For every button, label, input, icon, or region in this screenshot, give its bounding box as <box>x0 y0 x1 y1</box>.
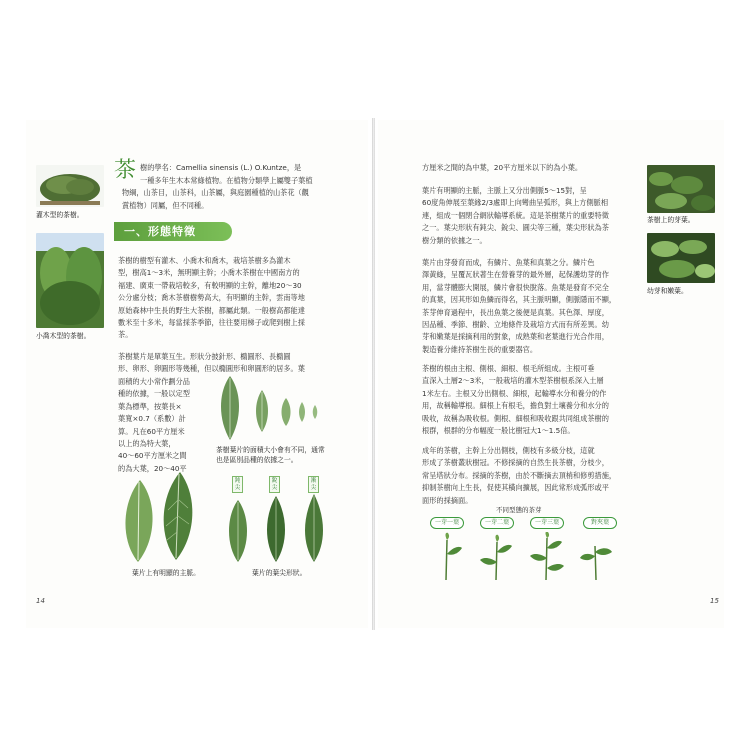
paragraph-leaf-vein <box>422 185 642 247</box>
text-line: 葉寬×0.7（系數）計 <box>118 414 186 424</box>
tag-acuminate-tip: 漸尖 <box>308 476 319 493</box>
text-line: 茶樹葉片是單葉互生。形狀分披針形、橢圓形、長橢圓 <box>118 352 291 361</box>
text-line: 福建、廣東一帶栽培較多，有較明顯的主幹，離地20～30 <box>118 280 302 290</box>
text-line: 製造養分維持茶樹生長的重要器官。 <box>422 344 538 354</box>
text-line: 葉片有明顯的主脈，主脈上又分出側脈5～15對，呈 <box>422 186 587 195</box>
text-line: 形、卵形、卵圓形等幾種，但以橢圓形和卵圓形的居多。葉 <box>118 364 305 374</box>
text-line: 樹分類的依據之一。 <box>422 235 487 245</box>
sprout-4 <box>580 546 612 580</box>
section-heading: 一、形態特徵 <box>114 222 232 241</box>
stage-one-bud-one-leaf: 一芽一葉 <box>430 517 464 529</box>
leaf-size-figure <box>214 372 334 444</box>
stage-one-bud-two-leaves: 一芽二葉 <box>480 517 514 529</box>
text-line: 用，當芽體膨大開展，鱗片會很快脫落。魚葉是發育不完全 <box>422 282 609 292</box>
text-line: 根群，根群的分布幅度一般比樹冠大1～1.5倍。 <box>422 426 575 436</box>
caption-small-tree: 小喬木型的茶樹。 <box>36 332 91 340</box>
text-line: 原始森林中生長的野生大茶樹，都屬此類。一般樹高都能達 <box>118 305 305 315</box>
book-gutter <box>372 118 375 630</box>
text-line: 以上的為特大葉， <box>118 439 176 449</box>
paragraph-buds <box>422 257 642 356</box>
text-line: 之一。葉尖形狀有鈍尖、銳尖、圓尖等三種，葉尖形狀為茶 <box>422 223 609 233</box>
bud-stages-figure <box>430 532 620 582</box>
sprout-3 <box>530 532 564 580</box>
text-line: 因品種、季節、樹齡、立地條件及栽培方式而有所差異。幼 <box>422 320 609 330</box>
intro-line-2: 一種多年生木本常綠植物。在植物分類學上屬雙子葉植 <box>140 175 313 185</box>
sprout-2 <box>480 535 512 580</box>
dropcap: 茶 <box>114 158 137 183</box>
intro-line-3: 物綱，山茶目，山茶科，山茶屬，與庭園種植的山茶花（觀 <box>122 188 309 197</box>
caption-leaf-tip: 葉片的葉尖形狀。 <box>252 569 307 577</box>
text-line: 成年的茶樹，主幹上分出側枝，側枝有多級分枝，這就 <box>422 446 595 455</box>
caption-leaf-size-1: 茶樹葉片的面積大小會有不同，通常 <box>216 446 325 454</box>
intro-line-1: 樹的學名：Camellia sinensis (L.) O.Kuntze，是 <box>140 163 302 172</box>
young-leaf-photo <box>647 233 715 283</box>
text-line: 吸收，故稱為吸收根。側根、細根和吸收跟共同組成茶樹的 <box>422 413 609 423</box>
text-line: 芽和嫩葉是採摘利用的對象，成熟葉和老葉進行光合作用， <box>422 332 609 342</box>
caption-young: 幼芽和嫩葉。 <box>647 287 688 295</box>
text-line: 算。凡在60平方厘米 <box>118 426 185 436</box>
caption-bud: 茶樹上的芽葉。 <box>647 216 695 224</box>
text-line: 形成了茶樹叢狀樹冠。不修採摘的自然生長茶樹，分枝少， <box>422 458 609 468</box>
stage-opposite-leaves: 對夾葉 <box>583 517 617 529</box>
tea-bud-photo <box>647 165 715 213</box>
text-line: 葉為標準，按葉長× <box>118 401 182 411</box>
paragraph-roots <box>422 363 642 437</box>
leaf-tip-figure <box>222 494 334 566</box>
text-line: 茶樹的樹型有灌木、小喬木和喬木，栽培茶樹多為灌木 <box>118 256 291 265</box>
left-page-number: 14 <box>36 597 45 605</box>
text-line: 數米至十多米，每當採茶季節，往往要用梯子或爬到樹上採 <box>118 318 305 328</box>
text-line: 澤黃綠，呈覆瓦狀著生在營養芽的最外層，起保護幼芽的作 <box>422 270 609 280</box>
text-line: 用，故稱輸導根。細根上有根毛，擔負對土壤養分和水分的 <box>422 401 609 411</box>
small-tree-photo <box>36 233 104 328</box>
bush-tea-photo <box>36 165 104 207</box>
text-line: 的真葉，因其形如魚鱗而得名，其主脈明顯，側脈隱而不顯， <box>422 295 617 305</box>
bud-figure-title: 不同型態的茶芽 <box>496 506 542 514</box>
caption-main-vein: 葉片上有明顯的主脈。 <box>132 569 200 577</box>
text-line: 茶芽伸育過程中，長出魚葉之後便是真葉。其色澤、厚度， <box>422 307 609 317</box>
text-line: 面積的大小常作劃分品 <box>118 377 190 386</box>
paragraph-crown <box>422 445 642 507</box>
paragraph-tree-types <box>118 255 350 342</box>
text-line: 葉片由芽發育而成，有鱗片、魚葉和真葉之分。鱗片色 <box>422 258 595 267</box>
text-line: 茶。 <box>118 330 133 340</box>
caption-bush: 灌木型的茶樹。 <box>36 211 84 219</box>
tag-blunt-tip: 鈍尖 <box>232 476 243 493</box>
right-para1: 方厘米之間的為中葉，20平方厘米以下的為小葉。 <box>422 163 583 172</box>
text-line: 60度角伸展至葉緣2/3處即上向彎曲呈弧形，與上方側脈相 <box>422 198 609 208</box>
text-line: 茶樹的根由主根、側根、細根、根毛所組成。主根可垂 <box>422 364 595 373</box>
tag-acute-tip: 銳尖 <box>269 476 280 493</box>
text-line: 40～60平方厘米之間 <box>118 451 187 461</box>
sprout-1 <box>445 533 462 580</box>
text-line: 型，樹高1～3米，無明顯主幹；小喬木茶樹在中國南方的 <box>118 268 300 278</box>
text-line: 種的依據，一般以定型 <box>118 389 190 399</box>
text-line: 公分處分枝；喬木茶樹樹勢高大，有明顯的主幹，雲南等地 <box>118 293 305 303</box>
text-line: 連，組成一個閉合網狀輸導系統。這是茶樹葉片的重要特徵 <box>422 210 609 220</box>
right-page-number: 15 <box>710 597 719 605</box>
main-vein-leaves <box>118 470 208 566</box>
text-line: 直深入土層2～3米，一般栽培的灌木型茶樹根系深入土層 <box>422 376 604 386</box>
stage-one-bud-three-leaves: 一芽三葉 <box>530 517 564 529</box>
paragraph-leaf-area <box>118 376 210 475</box>
caption-leaf-size-2: 也是區別品種的依據之一。 <box>216 456 298 464</box>
text-line: 面形的採摘面。 <box>422 495 473 505</box>
text-line: 抑制茶樹向上生長，促使其橫向擴展，因此常形成弧形或平 <box>422 483 609 493</box>
text-line: 常呈塔狀分布。採摘的茶樹，由於不斷摘去頂梢和修剪措施， <box>422 470 617 480</box>
text-line: 的為大葉，20～40平 <box>118 463 187 473</box>
intro-line-4: 賞植物）同屬，但不同種。 <box>122 200 209 210</box>
text-line: 1米左右。主根又分出側根、細根，起輸導水分和養分的作 <box>422 388 607 398</box>
